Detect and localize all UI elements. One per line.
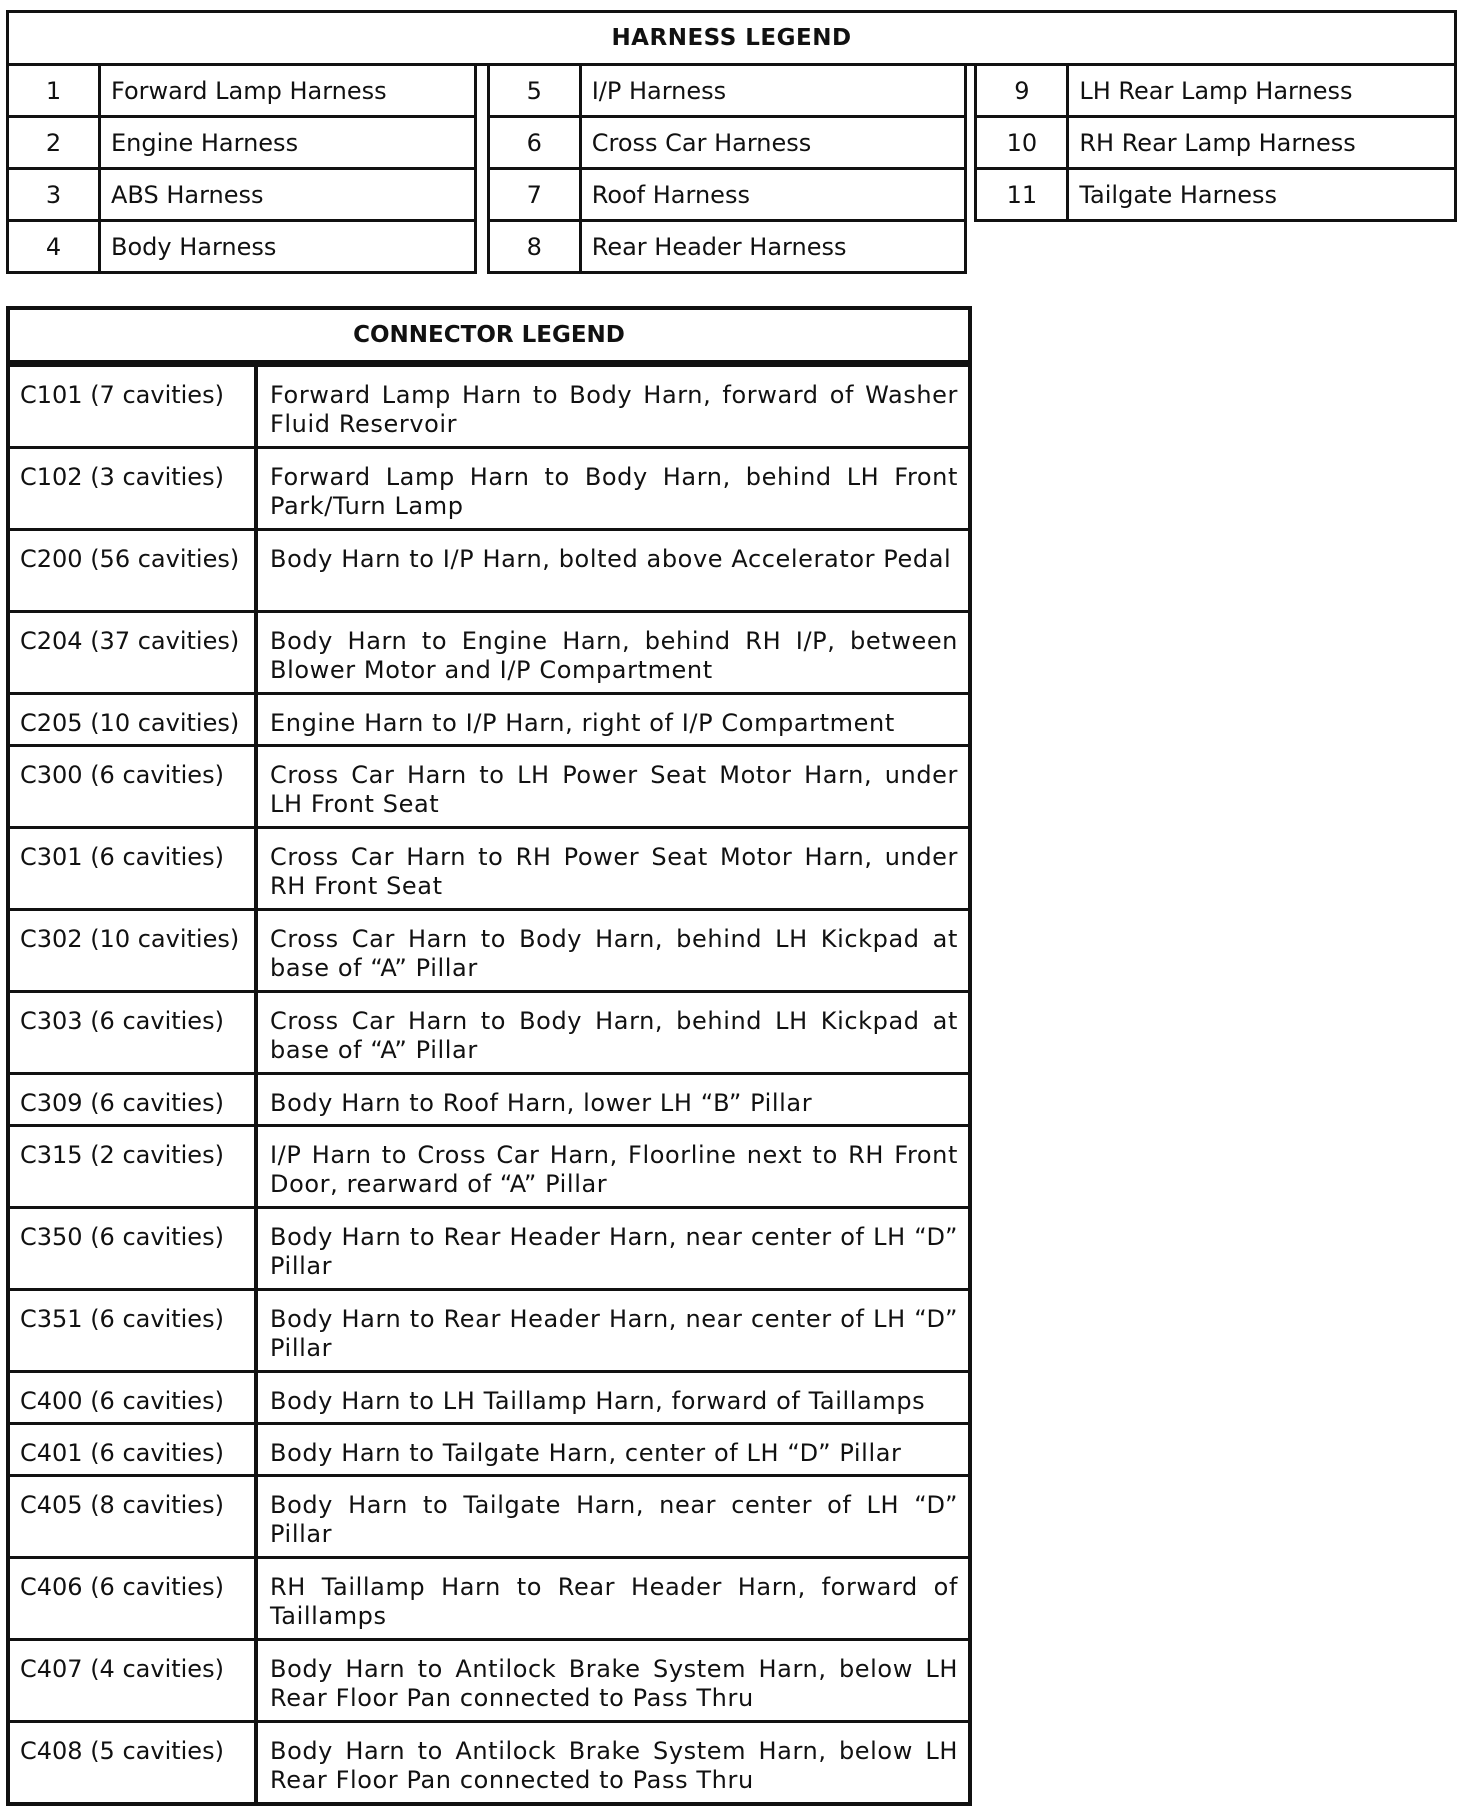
connector-description: Body Harn to Tailgate Harn, near center of LH “D” Pillar (270, 1491, 958, 1548)
harness-row (490, 219, 965, 271)
harness-row (490, 66, 965, 115)
connector-code: C405 (8 cavities) (10, 1477, 258, 1556)
connector-code: C303 (6 cavities) (10, 993, 258, 1072)
connector-code: C300 (6 cavities) (10, 747, 258, 826)
harness-name: Cross Car Harness (591, 128, 812, 157)
connector-row (10, 364, 968, 446)
connector-code: C350 (6 cavities) (10, 1209, 258, 1288)
connector-description: Body Harn to Tailgate Harn, center of LH “D” Pillar (270, 1439, 902, 1467)
harness-name: LH Rear Lamp Harness (1079, 76, 1353, 105)
connector-code: C408 (5 cavities) (10, 1723, 258, 1802)
connector-description: Body Harn to Antilock Brake System Harn, below LH Rear Floor Pan connected to Pass Thru (270, 1655, 958, 1712)
connector-row (10, 528, 968, 610)
harness-name: Rear Header Harness (591, 232, 847, 261)
connector-code: C301 (6 cavities) (10, 829, 258, 908)
harness-number: 2 (9, 118, 101, 167)
harness-row (490, 167, 965, 219)
harness-number: 5 (490, 66, 582, 115)
connector-description: Cross Car Harn to Body Harn, behind LH Kickpad at base of “A” Pillar (270, 1007, 958, 1064)
harness-name: RH Rear Lamp Harness (1079, 128, 1356, 157)
connector-code: C204 (37 cavities) (10, 613, 258, 692)
harness-number: 4 (9, 222, 101, 271)
connector-row (10, 1556, 968, 1638)
harness-number: 8 (490, 222, 582, 271)
harness-row (9, 115, 474, 167)
connector-description: Engine Harn to I/P Harn, right of I/P Compartment (270, 709, 895, 737)
harness-number: 6 (490, 118, 582, 167)
connector-row (10, 1474, 968, 1556)
connector-row (10, 1206, 968, 1288)
connector-row (10, 446, 968, 528)
connector-description: Cross Car Harn to RH Power Seat Motor Harn, under RH Front Seat (270, 843, 958, 900)
harness-column-2 (487, 63, 968, 274)
connector-description: Body Harn to LH Taillamp Harn, forward of Taillamps (270, 1387, 926, 1415)
connector-row (10, 692, 968, 744)
connector-row (10, 990, 968, 1072)
harness-legend (6, 10, 1457, 274)
harness-number: 3 (9, 170, 101, 219)
connector-legend (6, 306, 972, 1806)
harness-legend-columns (6, 63, 1457, 274)
connector-row (10, 1370, 968, 1422)
connector-description: Body Harn to Roof Harn, lower LH “B” Pillar (270, 1089, 813, 1117)
connector-legend-title: CONNECTOR LEGEND (10, 310, 968, 364)
connector-description: Body Harn to Antilock Brake System Harn, below LH Rear Floor Pan connected to Pass Thru (270, 1737, 958, 1794)
connector-row (10, 1072, 968, 1124)
harness-legend-title: HARNESS LEGEND (6, 10, 1457, 66)
harness-row (977, 66, 1454, 115)
harness-name: I/P Harness (591, 76, 727, 105)
harness-row (977, 115, 1454, 167)
harness-row (977, 167, 1454, 219)
connector-description: Cross Car Harn to LH Power Seat Motor Harn, under LH Front Seat (270, 761, 958, 818)
connector-code: C205 (10 cavities) (10, 695, 258, 744)
connector-code: C400 (6 cavities) (10, 1373, 258, 1422)
connector-row (10, 1422, 968, 1474)
harness-row (9, 167, 474, 219)
connector-code: C315 (2 cavities) (10, 1127, 258, 1206)
harness-row (9, 66, 474, 115)
connector-description: Forward Lamp Harn to Body Harn, behind LH Front Park/Turn Lamp (270, 463, 958, 520)
connector-code: C101 (7 cavities) (10, 367, 258, 446)
connector-row (10, 1288, 968, 1370)
harness-number: 1 (9, 66, 101, 115)
connector-description: Body Harn to Engine Harn, behind RH I/P, between Blower Motor and I/P Compartment (270, 627, 958, 684)
harness-name: Forward Lamp Harness (111, 76, 387, 105)
connector-description: Cross Car Harn to Body Harn, behind LH Kickpad at base of “A” Pillar (270, 925, 958, 982)
connector-description: I/P Harn to Cross Car Harn, Floorline next to RH Front Door, rearward of “A” Pillar (270, 1141, 958, 1198)
harness-name: Body Harness (111, 232, 277, 261)
connector-code: C351 (6 cavities) (10, 1291, 258, 1370)
harness-row (490, 115, 965, 167)
harness-number: 11 (977, 170, 1069, 219)
connector-code: C102 (3 cavities) (10, 449, 258, 528)
harness-name: Engine Harness (111, 128, 299, 157)
harness-column-1 (6, 63, 477, 274)
connector-code: C407 (4 cavities) (10, 1641, 258, 1720)
harness-name: ABS Harness (111, 180, 264, 209)
connector-description: Body Harn to Rear Header Harn, near center of LH “D” Pillar (270, 1305, 958, 1362)
connector-code: C401 (6 cavities) (10, 1425, 258, 1474)
harness-number: 7 (490, 170, 582, 219)
harness-number: 10 (977, 118, 1069, 167)
connector-row (10, 1124, 968, 1206)
connector-row (10, 744, 968, 826)
harness-column-3 (974, 63, 1457, 222)
harness-row (9, 219, 474, 271)
connector-code: C406 (6 cavities) (10, 1559, 258, 1638)
connector-code: C200 (56 cavities) (10, 531, 258, 610)
connector-row (10, 610, 968, 692)
harness-number: 9 (977, 66, 1069, 115)
connector-description: Forward Lamp Harn to Body Harn, forward of Washer Fluid Reservoir (270, 381, 958, 438)
connector-description: Body Harn to I/P Harn, bolted above Accelerator Pedal (270, 545, 952, 573)
harness-name: Tailgate Harness (1079, 180, 1278, 209)
connector-row (10, 908, 968, 990)
connector-code: C302 (10 cavities) (10, 911, 258, 990)
connector-description: RH Taillamp Harn to Rear Header Harn, forward of Taillamps (270, 1573, 958, 1630)
connector-description: Body Harn to Rear Header Harn, near center of LH “D” Pillar (270, 1223, 958, 1280)
connector-row (10, 1720, 968, 1802)
connector-row (10, 1638, 968, 1720)
harness-name: Roof Harness (591, 180, 750, 209)
connector-code: C309 (6 cavities) (10, 1075, 258, 1124)
connector-row (10, 826, 968, 908)
